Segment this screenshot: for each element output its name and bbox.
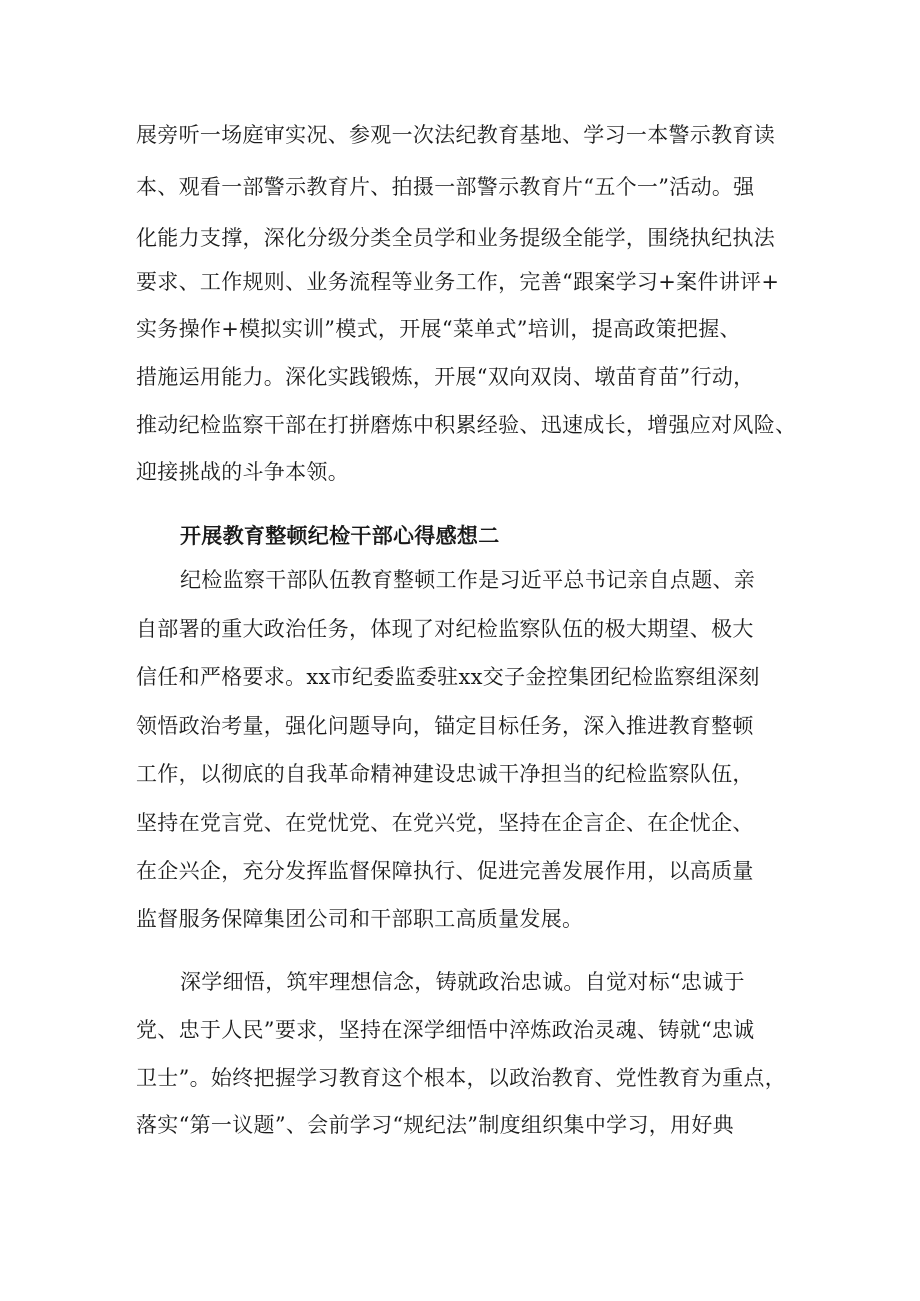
paragraph-line: 要求、工作规则、业务流程等业务工作，完善“跟案学习+案件讲评+ (136, 270, 780, 294)
paragraph-line: 实务操作+模拟实训”模式，开展“菜单式”培训，提高政策把握、 (136, 317, 741, 341)
paragraph-line: 化能力支撑，深化分级分类全员学和业务提级全能学，围绕执纪执法 (136, 226, 775, 250)
paragraph-line: 坚持在党言党、在党忧党、在党兴党，坚持在企言企、在企忧企、 (136, 811, 754, 835)
paragraph-line: 展旁听一场庭审实况、参观一次法纪教育基地、学习一本警示教育读 (136, 123, 775, 147)
paragraph-line: 推动纪检监察干部在打拼磨炼中积累经验、迅速成长，增强应对风险、 (136, 413, 797, 437)
paragraph-line: 本、观看一部警示教育片、拍摄一部警示教育片“五个一”活动。强 (136, 175, 755, 199)
paragraph-line: 工作，以彻底的自我革命精神建设忠诚干净担当的纪检监察队伍， (136, 762, 754, 786)
paragraph-line: 自部署的重大政治任务，体现了对纪检监察队伍的极大期望、极大 (136, 617, 754, 641)
paragraph-line: 措施运用能力。深化实践锻炼，开展“双向双岗、墩苗育苗”行动， (136, 365, 755, 389)
section-heading: 开展教育整顿纪检干部心得感想二 (180, 524, 500, 548)
paragraph-line: 在企兴企，充分发挥监督保障执行、促进完善发展作用，以高质量 (136, 859, 754, 883)
paragraph-line: 落实“第一议题”、会前学习“规纪法”制度组织集中学习，用好典 (136, 1113, 734, 1137)
paragraph-line: 领悟政治考量，强化问题导向，锚定目标任务，深入推进教育整顿 (136, 714, 754, 738)
paragraph-line: 卫士”。始终把握学习教育这个根本，以政治教育、党性教育为重点， (136, 1066, 787, 1090)
paragraph-line: 纪检监察干部队伍教育整顿工作是习近平总书记亲自点题、亲 (180, 568, 756, 592)
paragraph-line: 迎接挑战的斗争本领。 (136, 460, 349, 484)
paragraph-line: 监督服务保障集团公司和干部职工高质量发展。 (136, 907, 584, 931)
paragraph-line: 深学细悟，筑牢理想信念，铸就政治忠诚。自觉对标“忠诚于 (180, 970, 745, 994)
paragraph-line: 信任和严格要求。xx市纪委监委驻xx交子金控集团纪检监察组深刻 (136, 665, 760, 689)
paragraph-line: 党、忠于人民”要求，坚持在深学细悟中淬炼政治灵魂、铸就“忠诚 (136, 1018, 755, 1042)
